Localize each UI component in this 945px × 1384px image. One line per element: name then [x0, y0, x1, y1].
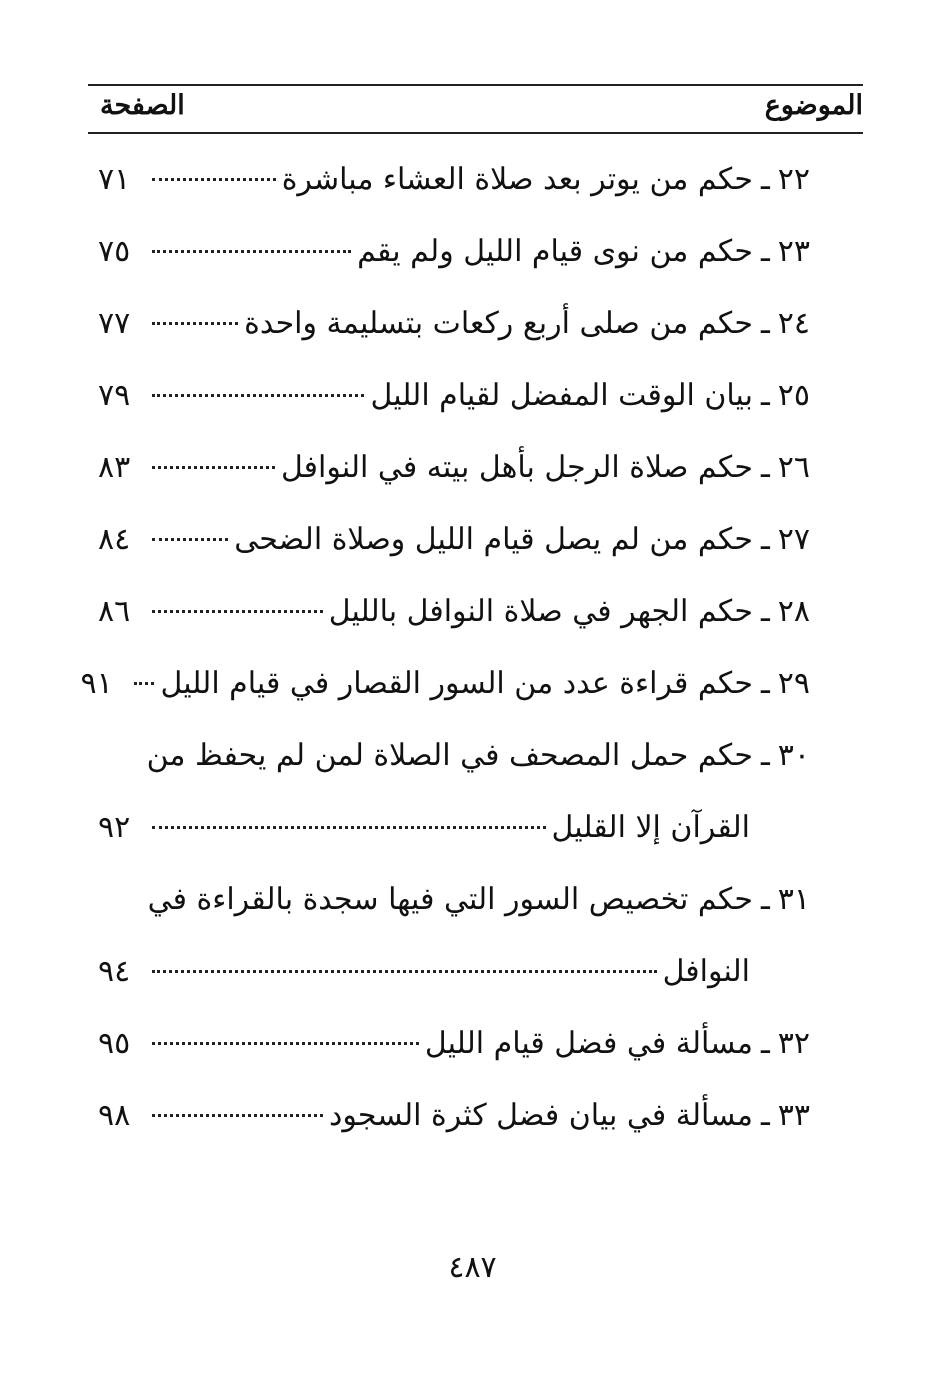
entry-number: ٣٢ [777, 1026, 810, 1061]
dot-leader [152, 1041, 419, 1045]
entry-dash: ـ [760, 666, 770, 701]
entry-title: حكم من لم يصل قيام الليل وصلاة الضحى [234, 522, 753, 557]
entry-number: ٢٢ [777, 162, 810, 197]
entry-title: مسألة في فضل قيام الليل [424, 1026, 753, 1061]
dot-leader [152, 177, 276, 181]
entry-dash: ـ [760, 450, 770, 485]
entry-number: ٢٦ [777, 450, 810, 485]
entry-title-line2: القرآن إلا القليل [551, 810, 750, 845]
entry-title: حكم قراءة عدد من السور القصار في قيام الليل [160, 666, 753, 701]
entry-dash: ـ [760, 522, 770, 557]
entry-title: حكم من يوتر بعد صلاة العشاء مباشرة [281, 162, 753, 197]
entry-dash: ـ [760, 738, 770, 773]
entry-number: ٣١ [777, 882, 810, 917]
entry-title: بيان الوقت المفضل لقيام الليل [370, 378, 753, 413]
dot-leader [152, 1113, 323, 1117]
entry-title: حكم من نوى قيام الليل ولم يقم [357, 234, 753, 269]
entry-number: ٣٣ [777, 1098, 810, 1133]
dot-leader [152, 537, 228, 541]
entry-page: ٩٤ [98, 954, 131, 989]
entry-number: ٢٤ [777, 306, 810, 341]
entry-number: ٢٨ [777, 594, 810, 629]
entry-page: ٨٦ [98, 594, 131, 629]
page-column-label: الصفحة [100, 90, 185, 121]
entry-dash: ـ [760, 378, 770, 413]
entry-title: حكم الجهر في صلاة النوافل بالليل [328, 594, 753, 629]
dot-leader [134, 681, 154, 685]
toc-entry[interactable] [98, 438, 810, 510]
entry-dash: ـ [760, 162, 770, 197]
toc-entry-wrapped[interactable] [98, 870, 810, 1014]
dot-leader [152, 609, 323, 613]
toc-entry[interactable] [98, 510, 810, 582]
entry-number: ٣٠ [777, 738, 810, 773]
entry-page: ٧٥ [98, 234, 131, 269]
entry-number: ٢٩ [777, 666, 810, 701]
entry-number: ٢٧ [777, 522, 810, 557]
entry-dash: ـ [760, 306, 770, 341]
entry-title: حكم صلاة الرجل بأهل بيته في النوافل [280, 450, 753, 485]
entry-dash: ـ [760, 594, 770, 629]
dot-leader [152, 321, 238, 325]
toc-entry[interactable] [98, 222, 810, 294]
entry-page: ٩٨ [98, 1098, 131, 1133]
toc-entry[interactable] [80, 654, 810, 726]
entry-dash: ـ [760, 1098, 770, 1133]
entry-page: ٧١ [98, 162, 131, 197]
entry-title-line2: النوافل [662, 954, 750, 989]
toc-entry[interactable] [98, 1014, 810, 1086]
entry-title: مسألة في بيان فضل كثرة السجود [329, 1098, 753, 1133]
toc-entry[interactable] [98, 150, 810, 222]
dot-leader [152, 825, 546, 829]
toc-header [88, 84, 863, 134]
toc-entry[interactable] [98, 294, 810, 366]
toc-entry-wrapped[interactable] [98, 726, 810, 870]
entry-dash: ـ [760, 1026, 770, 1061]
entry-page: ٩٥ [98, 1026, 131, 1061]
entry-page: ٧٩ [98, 378, 131, 413]
toc-entry[interactable] [98, 582, 810, 654]
toc-entry[interactable] [98, 1086, 810, 1158]
entry-number: ٢٣ [777, 234, 810, 269]
page-number: ٤٨٧ [448, 1250, 497, 1285]
dot-leader [152, 393, 364, 397]
table-of-contents [80, 150, 810, 1158]
entry-page: ٩٢ [98, 810, 131, 845]
entry-title-line1: حكم تخصيص السور التي فيها سجدة بالقراءة في [147, 882, 753, 917]
entry-page: ٩١ [80, 666, 113, 701]
toc-entry[interactable] [98, 366, 810, 438]
dot-leader [152, 465, 275, 469]
dot-leader [152, 969, 657, 973]
entry-dash: ـ [760, 234, 770, 269]
entry-title: حكم من صلى أربع ركعات بتسليمة واحدة [244, 306, 753, 341]
entry-dash: ـ [760, 882, 770, 917]
entry-page: ٨٣ [98, 450, 131, 485]
entry-number: ٢٥ [777, 378, 810, 413]
topic-column-label: الموضوع [764, 90, 863, 121]
entry-page: ٧٧ [98, 306, 131, 341]
dot-leader [152, 249, 351, 253]
entry-page: ٨٤ [98, 522, 131, 557]
entry-title-line1: حكم حمل المصحف في الصلاة لمن لم يحفظ من [146, 738, 753, 773]
